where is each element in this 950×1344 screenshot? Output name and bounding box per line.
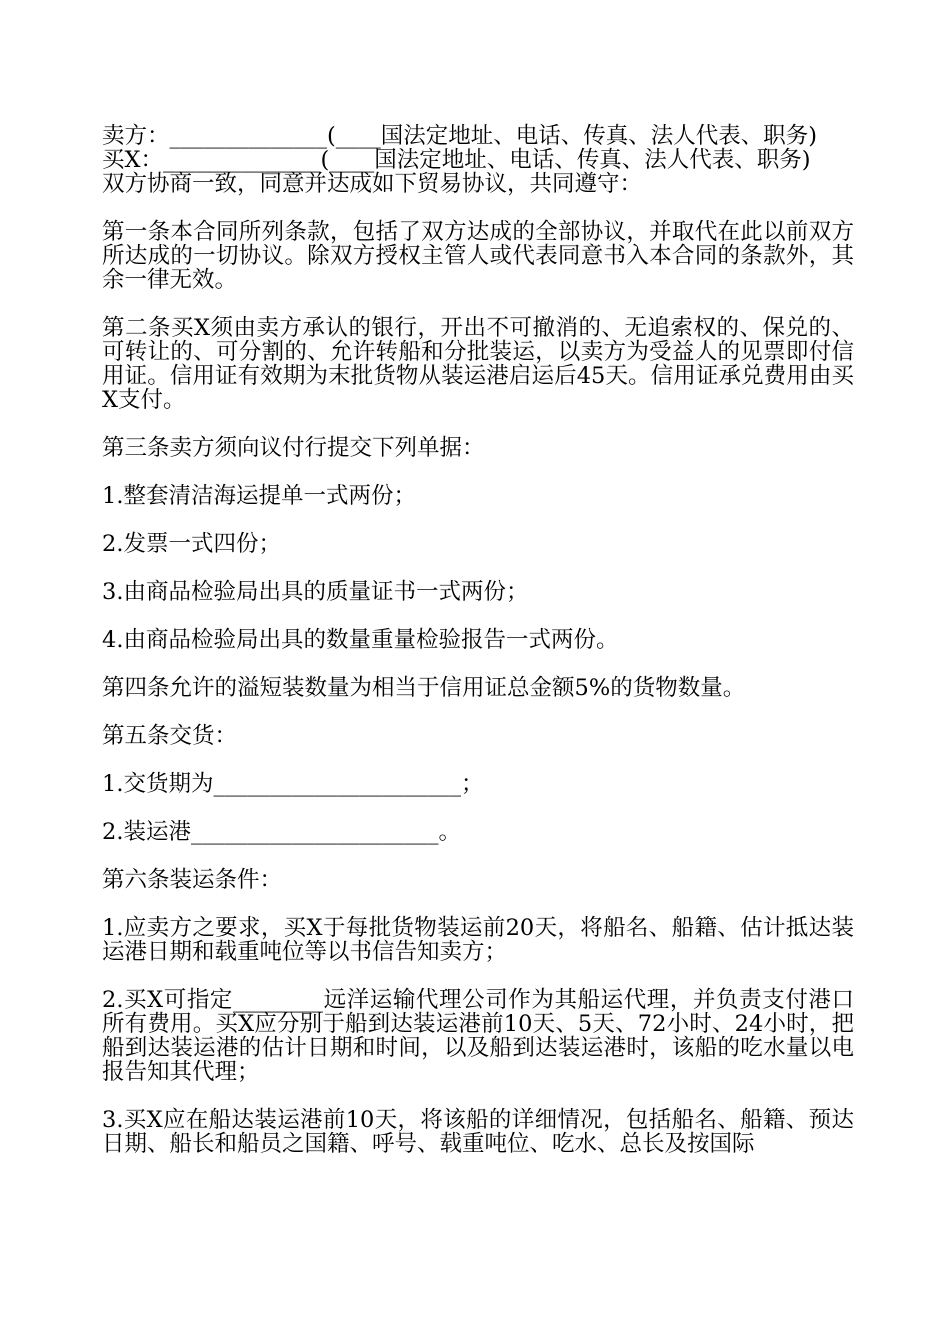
article-5-item-2: 2.装运港______________________。 <box>102 819 461 845</box>
article-6: 第六条装运条件： <box>102 867 283 893</box>
seller-line: 卖方：______________(____国法定地址、电话、传真、法人代表、职务) <box>102 123 818 149</box>
article-6-item-3: 3.买X应在船达装运港前10天，将该船的详细情况，包括船名、船籍、预达日期、船长和船员之国籍、呼号、载重吨位、吃水、总长及按国际 <box>102 1107 854 1157</box>
article-2: 第二条买X须由卖方承认的银行，开出不可撤消的、无追索权的、保兑的、可转让的、可分割的、允许转船和分批装运，以卖方为受益人的见票即付信用证。信用证有效期为末批货物从装运港启运后45天。信用证承兑费用由买X支付。 <box>102 315 854 413</box>
article-3-item-4: 4.由商品检验局出具的数量重量检验报告一式两份。 <box>102 627 619 653</box>
buyer-line: 买X：______________(____国法定地址、电话、传真、法人代表、职务) <box>102 147 811 173</box>
article-4: 第四条允许的溢短装数量为相当于信用证总金额5%的货物数量。 <box>102 675 746 701</box>
intro-paragraph: 双方协商一致，同意并达成如下贸易协议，共同遵守： <box>102 171 643 197</box>
article-6-item-2: 2.买X可指定________远洋运输代理公司作为其船运代理，并负责支付港口所有费用。买X应分别于船到达装运港前10天、5天、72小时、24小时，把船到达装运港的估计日期和时间，以及船到达装运港时，该船的吃水量以电报告知其代理； <box>102 987 854 1085</box>
article-1: 第一条本合同所列条款，包括了双方达成的全部协议，并取代在此以前双方所达成的一切协议。除双方授权主管人或代表同意书入本合同的条款外，其余一律无效。 <box>102 219 854 293</box>
article-3: 第三条卖方须向议付行提交下列单据： <box>102 435 485 461</box>
article-3-item-3: 3.由商品检验局出具的质量证书一式两份； <box>102 579 529 605</box>
article-3-item-2: 2.发票一式四份； <box>102 531 281 557</box>
article-5: 第五条交货： <box>102 723 238 749</box>
article-3-item-1: 1.整套清洁海运提单一式两份； <box>102 483 416 509</box>
article-5-item-1: 1.交货期为______________________； <box>102 771 484 797</box>
article-6-item-1: 1.应卖方之要求，买X于每批货物装运前20天，将船名、船籍、估计抵达装运港日期和载重吨位等以书信告知卖方； <box>102 915 854 965</box>
